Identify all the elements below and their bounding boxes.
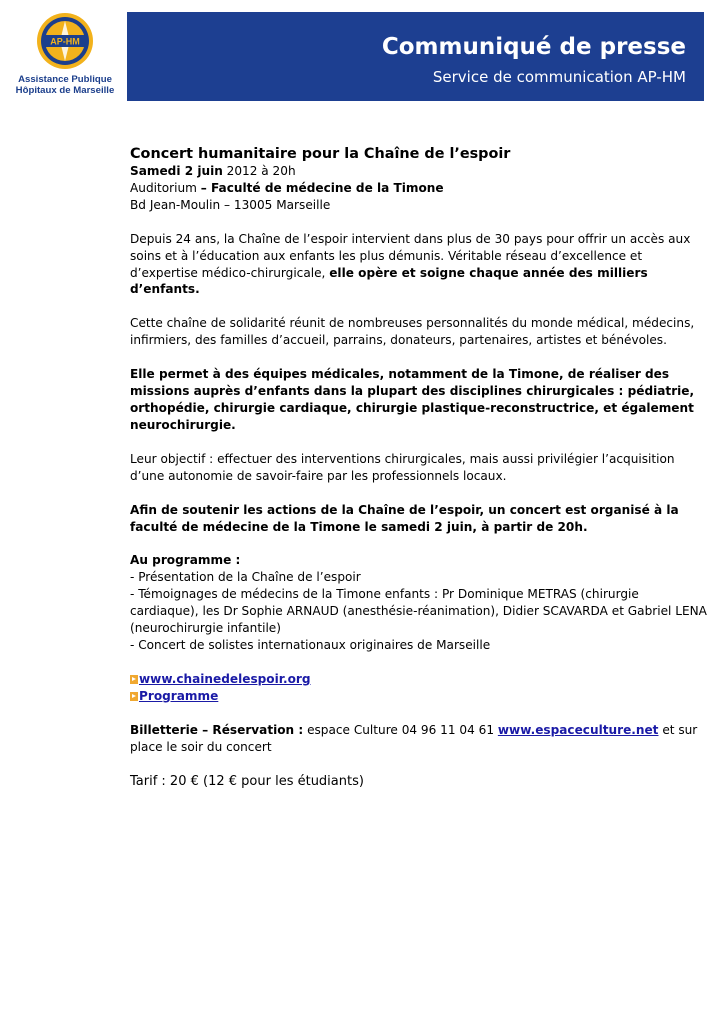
arrow-bullet-icon	[130, 675, 138, 684]
event-venue-prefix: Auditorium	[130, 180, 201, 195]
billetterie-label: Billetterie – Réservation :	[130, 722, 304, 737]
paragraph-5: Afin de soutenir les actions de la Chaîne de l’espoir, un concert est organisé à la faculté de médecine de la Timone le samedi 2 juin, à partir de 20h.	[130, 502, 679, 534]
aphm-logo	[10, 12, 120, 96]
tarif: Tarif : 20 € (12 € pour les étudiants)	[130, 774, 364, 790]
logo-caption-line2: Hôpitaux de Marseille	[15, 85, 115, 96]
event-venue-bold: – Faculté de médecine de la Timone	[200, 180, 444, 195]
event-date-bold: Samedi 2 juin	[130, 164, 223, 178]
link-row-site	[130, 671, 710, 688]
event-date	[130, 163, 710, 180]
chainedelespoir-link[interactable]: www.chainedelespoir.org	[139, 671, 311, 686]
logo-caption	[10, 74, 120, 96]
billetterie-after: et sur place le soir du concert	[130, 722, 698, 754]
press-release-body	[130, 145, 710, 791]
espaceculture-link[interactable]: www.espaceculture.net	[497, 722, 659, 737]
billetterie-text: espace Culture 04 96 11 04 61	[303, 722, 498, 737]
paragraph-4: Leur objectif : effectuer des interventions chirurgicales, mais aussi privilégier l’acquisition d’une autonomie de savoir-faire par les professionnels locaux.	[130, 451, 675, 483]
event-venue	[130, 180, 710, 197]
programme-link[interactable]: Programme	[139, 688, 219, 703]
paragraph-1-bold: elle opère et soigne chaque année des milliers d’enfants.	[130, 265, 648, 297]
programme-heading: Au programme :	[130, 553, 241, 568]
event-address: Bd Jean-Moulin – 13005 Marseille	[130, 197, 331, 212]
logo-caption-line1: Assistance Publique	[18, 74, 112, 85]
programme-item: - Concert de solistes internationaux originaires de Marseille	[130, 637, 491, 652]
event-title: Concert humanitaire pour la Chaîne de l’espoir	[130, 146, 511, 162]
event-date-rest: 2012 à 20h	[222, 164, 296, 178]
arrow-bullet-icon	[130, 692, 138, 701]
billetterie	[130, 722, 710, 756]
paragraph-1-text: Depuis 24 ans, la Chaîne de l’espoir intervient dans plus de 30 pays pour offrir un accès aux soins et à l’éducation aux enfants les plus démunis. Véritable réseau d’excellence et d’expertise médico-chirurgicale,	[130, 231, 691, 280]
banner-subtitle: Service de communication AP-HM	[432, 68, 686, 86]
programme-item: - Présentation de la Chaîne de l’espoir	[130, 570, 361, 585]
aphm-logo-icon	[36, 12, 94, 70]
programme-item: - Témoignages de médecins de la Timone enfants : Pr Dominique METRAS (chirurgie cardiaque), les Dr Sophie ARNAUD (anesthésie-réanimation), Didier SCAVARDA et Gabriel LENA (neurochirurgie infantile)	[130, 587, 707, 636]
header-banner	[127, 12, 704, 101]
logo-text: AP-HM	[50, 36, 80, 47]
banner-title: Communiqué de presse	[381, 34, 686, 60]
paragraph-2: Cette chaîne de solidarité réunit de nombreuses personnalités du monde médical, médecins, infirmiers, des familles d’accueil, parrains, donateurs, partenaires, artistes et bénévoles.	[130, 316, 695, 348]
paragraph-3: Elle permet à des équipes médicales, notamment de la Timone, de réaliser des missions auprès d’enfants dans la plupart des disciplines chirurgicales : pédiatrie, orthopédie, chirurgie cardiaque, chirurgie plastique-reconstructrice, et également neurochirurgie.	[130, 367, 695, 432]
link-row-programme	[130, 688, 710, 705]
paragraph-1	[130, 231, 710, 299]
